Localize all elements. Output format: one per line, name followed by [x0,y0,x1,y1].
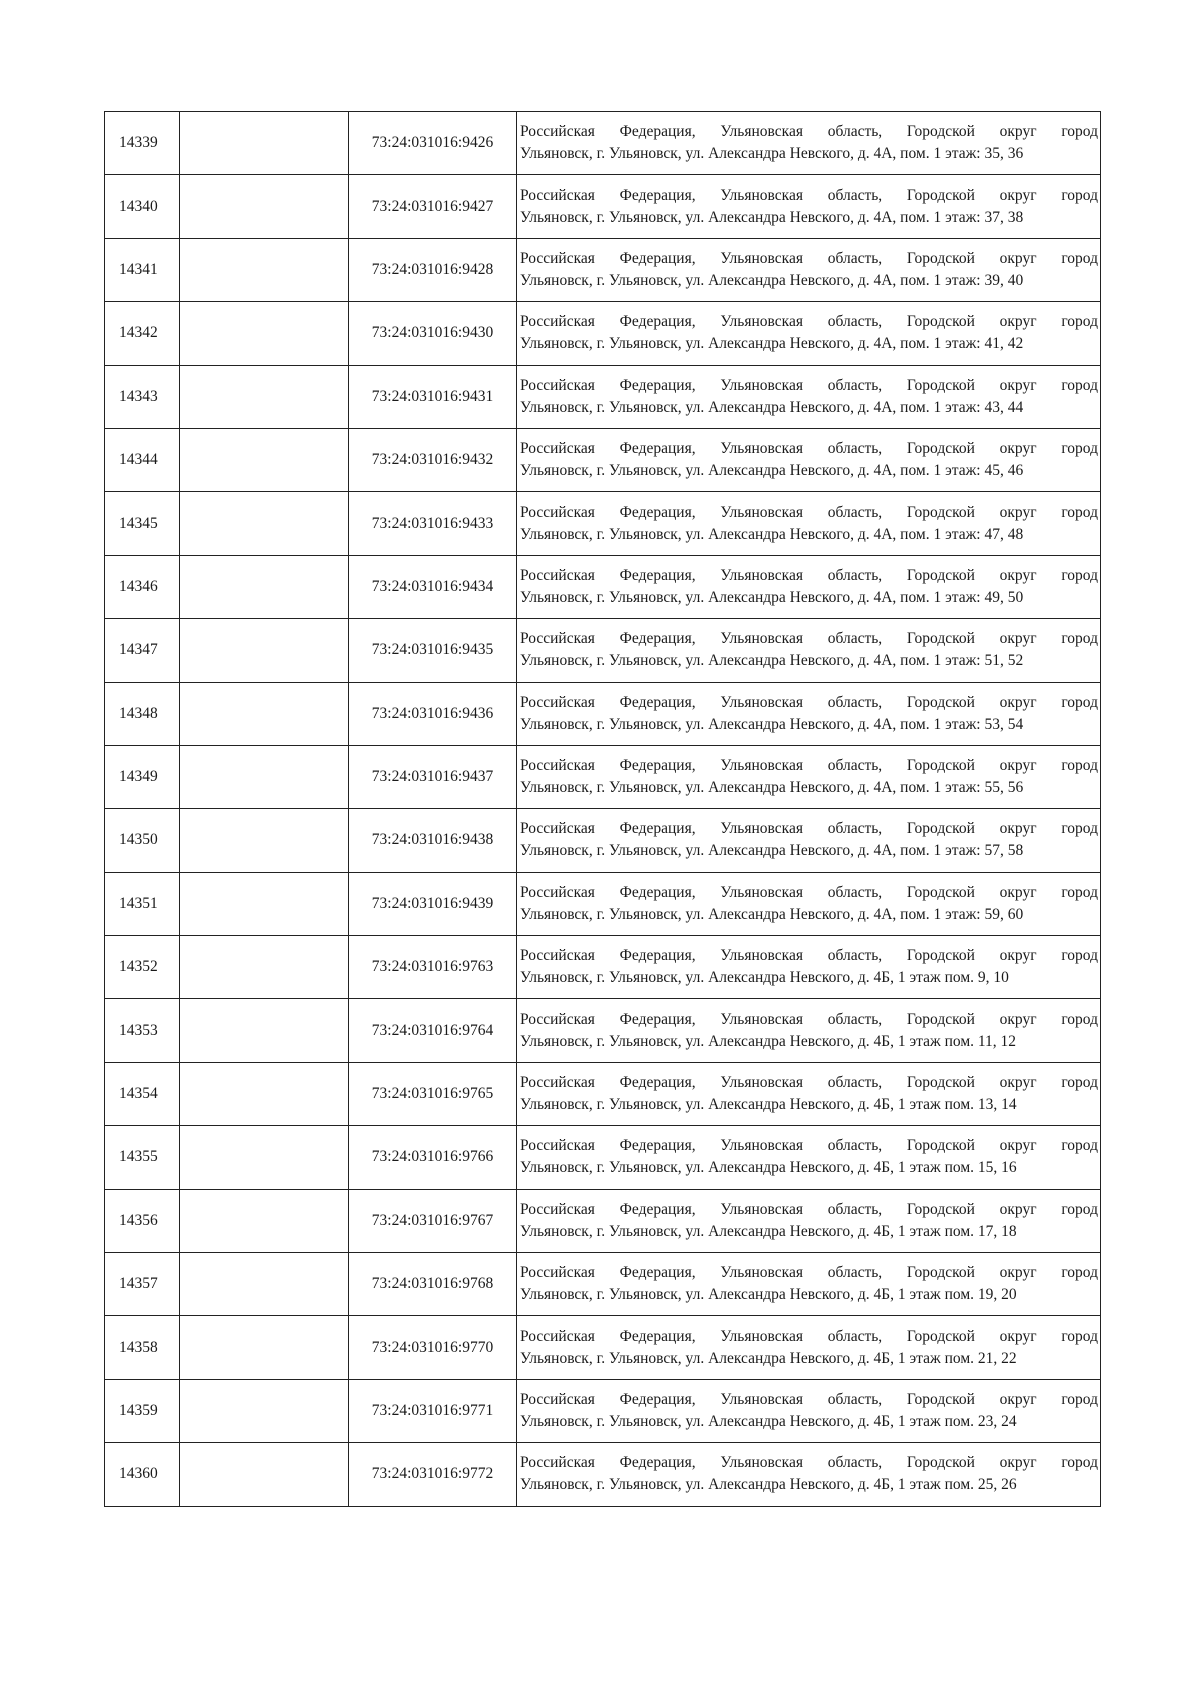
row-extra-cell [180,619,349,682]
row-extra-cell [180,936,349,999]
row-extra-cell [180,809,349,872]
cadastral-number-cell: 73:24:031016:9765 [349,1062,517,1125]
address-cell [517,175,1101,238]
table-row [105,1443,1101,1506]
row-number-cell: 14346 [105,555,180,618]
table-row [105,682,1101,745]
row-extra-cell [180,492,349,555]
address-line-2: Ульяновск, г. Ульяновск, ул. Александра Невского, д. 4А, пом. 1 этаж: 59, 60 [520,905,1024,923]
address-line-1: Российская Федерация, Ульяновская область, Городской округ город [520,883,1098,901]
row-extra-cell [180,1316,349,1379]
address-line-1: Российская Федерация, Ульяновская область, Городской округ город [520,566,1098,584]
address-line-2: Ульяновск, г. Ульяновск, ул. Александра Невского, д. 4А, пом. 1 этаж: 49, 50 [520,588,1024,606]
registry-table-body [105,112,1101,1507]
row-number-cell: 14342 [105,302,180,365]
address-cell [517,365,1101,428]
table-row [105,872,1101,935]
address-line-1: Российская Федерация, Ульяновская область, Городской округ город [520,1200,1098,1218]
table-row [105,492,1101,555]
address-cell [517,302,1101,365]
row-extra-cell [180,1189,349,1252]
row-number-cell: 14358 [105,1316,180,1379]
cadastral-number-cell: 73:24:031016:9768 [349,1253,517,1316]
address-line-1: Российская Федерация, Ульяновская область, Городской округ город [520,1137,1098,1155]
row-number-cell: 14360 [105,1443,180,1506]
row-extra-cell [180,428,349,491]
address-line-1: Российская Федерация, Ульяновская область, Городской округ город [520,820,1098,838]
address-line-1: Российская Федерация, Ульяновская область, Городской округ город [520,186,1098,204]
table-row [105,1316,1101,1379]
address-cell [517,1443,1101,1506]
cadastral-number-cell: 73:24:031016:9435 [349,619,517,682]
row-extra-cell [180,365,349,428]
row-extra-cell [180,682,349,745]
cadastral-number-cell: 73:24:031016:9766 [349,1126,517,1189]
address-line-1: Российская Федерация, Ульяновская область, Городской округ город [520,947,1098,965]
address-cell [517,555,1101,618]
row-number-cell: 14354 [105,1062,180,1125]
address-line-1: Российская Федерация, Ульяновская область, Городской округ город [520,376,1098,394]
row-extra-cell [180,175,349,238]
address-line-2: Ульяновск, г. Ульяновск, ул. Александра Невского, д. 4А, пом. 1 этаж: 45, 46 [520,462,1024,480]
address-line-1: Российская Федерация, Ульяновская область, Городской округ город [520,1010,1098,1028]
address-cell [517,1189,1101,1252]
address-cell [517,809,1101,872]
cadastral-number-cell: 73:24:031016:9428 [349,238,517,301]
row-extra-cell [180,302,349,365]
row-number-cell: 14345 [105,492,180,555]
row-number-cell: 14348 [105,682,180,745]
row-number-cell: 14350 [105,809,180,872]
address-line-1: Российская Федерация, Ульяновская область, Городской округ город [520,249,1098,267]
address-line-2: Ульяновск, г. Ульяновск, ул. Александра Невского, д. 4А, пом. 1 этаж: 39, 40 [520,271,1024,289]
address-cell [517,682,1101,745]
table-row [105,238,1101,301]
address-line-2: Ульяновск, г. Ульяновск, ул. Александра Невского, д. 4Б, 1 этаж пом. 25, 26 [520,1476,1017,1494]
address-line-1: Российская Федерация, Ульяновская область, Городской округ город [520,1327,1098,1345]
address-line-2: Ульяновск, г. Ульяновск, ул. Александра Невского, д. 4Б, 1 этаж пом. 15, 16 [520,1159,1017,1177]
address-line-2: Ульяновск, г. Ульяновск, ул. Александра Невского, д. 4А, пом. 1 этаж: 43, 44 [520,398,1024,416]
row-extra-cell [180,1126,349,1189]
cadastral-number-cell: 73:24:031016:9433 [349,492,517,555]
table-row [105,999,1101,1062]
address-line-2: Ульяновск, г. Ульяновск, ул. Александра Невского, д. 4А, пом. 1 этаж: 53, 54 [520,715,1024,733]
row-number-cell: 14339 [105,112,180,175]
address-cell [517,112,1101,175]
cadastral-number-cell: 73:24:031016:9771 [349,1379,517,1442]
row-number-cell: 14359 [105,1379,180,1442]
table-row [105,1253,1101,1316]
cadastral-number-cell: 73:24:031016:9763 [349,936,517,999]
address-line-1: Российская Федерация, Ульяновская область, Городской округ город [520,693,1098,711]
address-cell [517,1379,1101,1442]
row-number-cell: 14347 [105,619,180,682]
cadastral-number-cell: 73:24:031016:9437 [349,745,517,808]
table-row [105,936,1101,999]
cadastral-number-cell: 73:24:031016:9438 [349,809,517,872]
address-line-1: Российская Федерация, Ульяновская область, Городской округ город [520,1264,1098,1282]
address-cell [517,1253,1101,1316]
table-row [105,1189,1101,1252]
address-cell [517,936,1101,999]
row-number-cell: 14341 [105,238,180,301]
address-cell [517,872,1101,935]
cadastral-number-cell: 73:24:031016:9430 [349,302,517,365]
table-row [105,365,1101,428]
address-line-1: Российская Федерация, Ульяновская область, Городской округ город [520,313,1098,331]
row-number-cell: 14356 [105,1189,180,1252]
cadastral-number-cell: 73:24:031016:9767 [349,1189,517,1252]
row-number-cell: 14340 [105,175,180,238]
cadastral-number-cell: 73:24:031016:9431 [349,365,517,428]
address-line-2: Ульяновск, г. Ульяновск, ул. Александра Невского, д. 4Б, 1 этаж пом. 11, 12 [520,1032,1017,1050]
row-extra-cell [180,1379,349,1442]
row-number-cell: 14344 [105,428,180,491]
table-row [105,1062,1101,1125]
row-number-cell: 14343 [105,365,180,428]
row-number-cell: 14349 [105,745,180,808]
row-extra-cell [180,112,349,175]
address-line-2: Ульяновск, г. Ульяновск, ул. Александра Невского, д. 4А, пом. 1 этаж: 47, 48 [520,525,1024,543]
address-line-1: Российская Федерация, Ульяновская область, Городской округ город [520,123,1098,141]
address-line-2: Ульяновск, г. Ульяновск, ул. Александра Невского, д. 4А, пом. 1 этаж: 51, 52 [520,652,1024,670]
row-extra-cell [180,555,349,618]
address-cell [517,745,1101,808]
address-line-2: Ульяновск, г. Ульяновск, ул. Александра Невского, д. 4А, пом. 1 этаж: 37, 38 [520,208,1024,226]
row-number-cell: 14357 [105,1253,180,1316]
address-line-2: Ульяновск, г. Ульяновск, ул. Александра Невского, д. 4А, пом. 1 этаж: 35, 36 [520,145,1024,163]
cadastral-number-cell: 73:24:031016:9772 [349,1443,517,1506]
property-registry-table [104,111,1101,1507]
row-number-cell: 14355 [105,1126,180,1189]
row-number-cell: 14352 [105,936,180,999]
address-line-2: Ульяновск, г. Ульяновск, ул. Александра Невского, д. 4А, пом. 1 этаж: 55, 56 [520,779,1024,797]
cadastral-number-cell: 73:24:031016:9764 [349,999,517,1062]
address-line-1: Российская Федерация, Ульяновская область, Городской округ город [520,1454,1098,1472]
address-cell [517,428,1101,491]
row-extra-cell [180,1062,349,1125]
cadastral-number-cell: 73:24:031016:9434 [349,555,517,618]
address-line-1: Российская Федерация, Ульяновская область, Городской округ город [520,757,1098,775]
address-cell [517,492,1101,555]
cadastral-number-cell: 73:24:031016:9439 [349,872,517,935]
cadastral-number-cell: 73:24:031016:9436 [349,682,517,745]
address-line-2: Ульяновск, г. Ульяновск, ул. Александра Невского, д. 4А, пом. 1 этаж: 41, 42 [520,335,1024,353]
table-row [105,745,1101,808]
address-line-1: Российская Федерация, Ульяновская область, Городской округ город [520,503,1098,521]
row-extra-cell [180,1253,349,1316]
table-row [105,1126,1101,1189]
address-line-2: Ульяновск, г. Ульяновск, ул. Александра Невского, д. 4Б, 1 этаж пом. 19, 20 [520,1286,1017,1304]
row-extra-cell [180,999,349,1062]
row-number-cell: 14351 [105,872,180,935]
address-line-2: Ульяновск, г. Ульяновск, ул. Александра Невского, д. 4Б, 1 этаж пом. 21, 22 [520,1349,1017,1367]
address-cell [517,1126,1101,1189]
address-line-1: Российская Федерация, Ульяновская область, Городской округ город [520,1391,1098,1408]
cadastral-number-cell: 73:24:031016:9770 [349,1316,517,1379]
cadastral-number-cell: 73:24:031016:9432 [349,428,517,491]
address-line-2: Ульяновск, г. Ульяновск, ул. Александра Невского, д. 4Б, 1 этаж пом. 9, 10 [520,969,1009,987]
address-line-2: Ульяновск, г. Ульяновск, ул. Александра Невского, д. 4А, пом. 1 этаж: 57, 58 [520,842,1024,860]
table-row [105,428,1101,491]
cadastral-number-cell: 73:24:031016:9427 [349,175,517,238]
address-line-1: Российская Федерация, Ульяновская область, Городской округ город [520,1074,1098,1092]
table-row [105,1379,1101,1442]
address-line-1: Российская Федерация, Ульяновская область, Городской округ город [520,630,1098,648]
address-line-2: Ульяновск, г. Ульяновск, ул. Александра Невского, д. 4Б, 1 этаж пом. 13, 14 [520,1096,1017,1114]
address-line-1: Российская Федерация, Ульяновская область, Городской округ город [520,440,1098,458]
row-extra-cell [180,1443,349,1506]
table-row [105,619,1101,682]
row-extra-cell [180,872,349,935]
address-cell [517,238,1101,301]
address-cell [517,619,1101,682]
row-number-cell: 14353 [105,999,180,1062]
address-line-2: Ульяновск, г. Ульяновск, ул. Александра Невского, д. 4Б, 1 этаж пом. 23, 24 [520,1413,1017,1430]
row-extra-cell [180,238,349,301]
address-cell [517,1316,1101,1379]
table-row [105,112,1101,175]
address-line-2: Ульяновск, г. Ульяновск, ул. Александра Невского, д. 4Б, 1 этаж пом. 17, 18 [520,1222,1017,1240]
table-row [105,302,1101,365]
address-cell [517,999,1101,1062]
table-row [105,809,1101,872]
table-row [105,175,1101,238]
table-row [105,555,1101,618]
row-extra-cell [180,745,349,808]
cadastral-number-cell: 73:24:031016:9426 [349,112,517,175]
address-cell [517,1062,1101,1125]
